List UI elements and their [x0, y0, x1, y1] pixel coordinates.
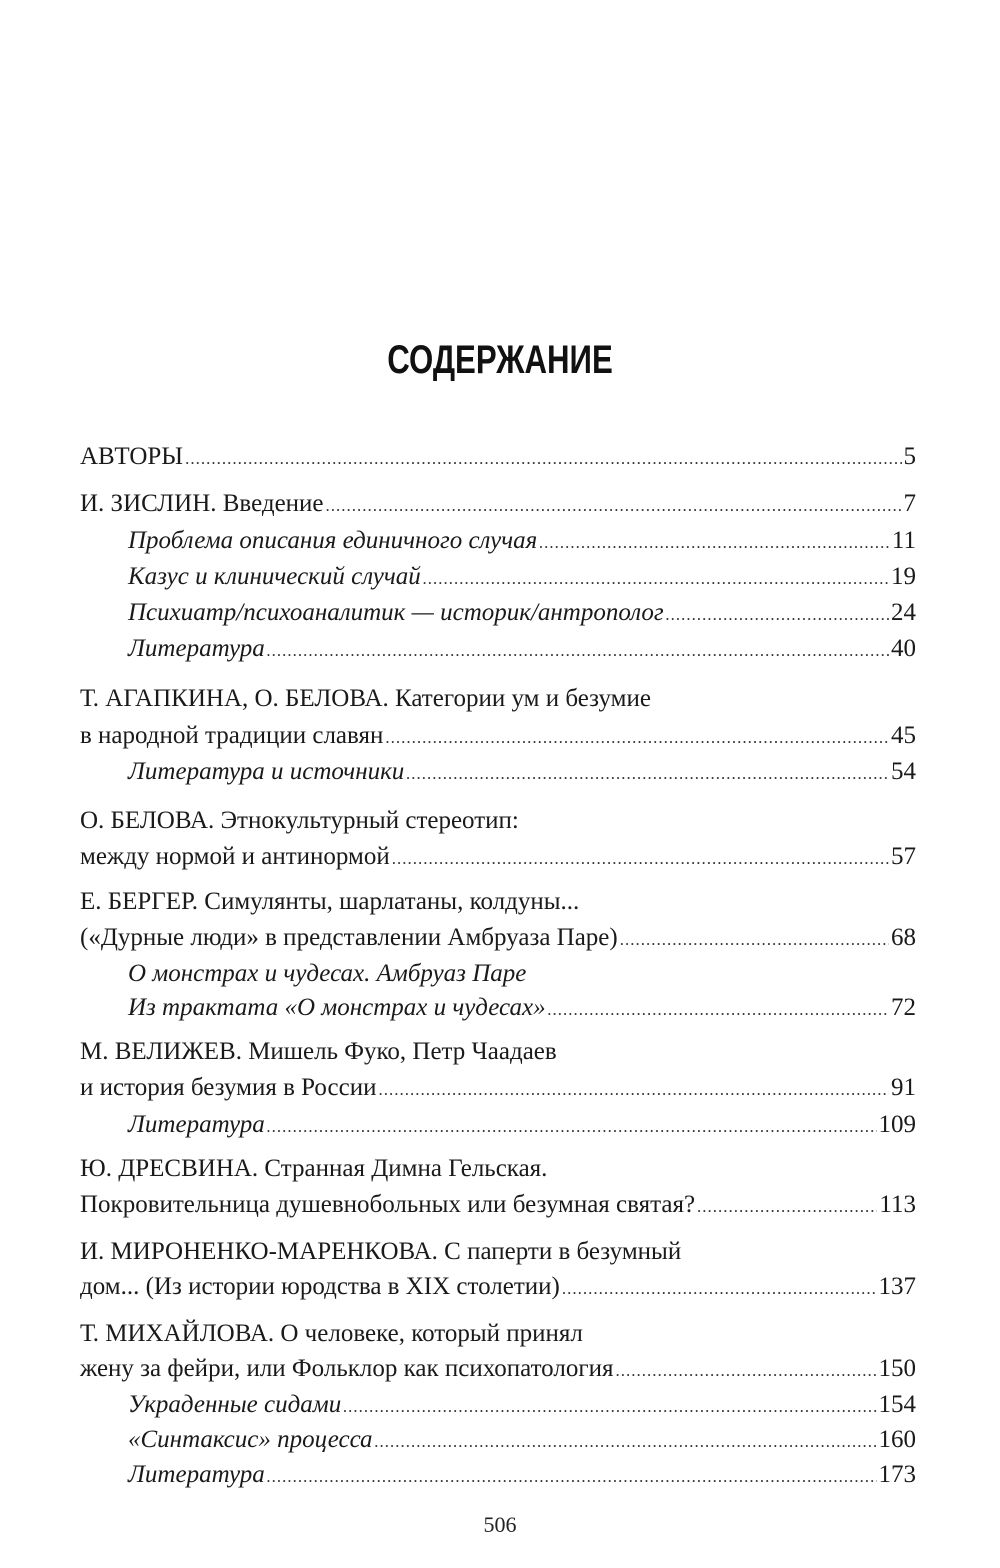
toc-entry-text: в народной традиции славян — [80, 722, 384, 749]
toc-entry-text: Литература — [128, 1111, 265, 1138]
toc-entry-text: Литература — [128, 635, 265, 662]
toc-page-number: 137 — [878, 1273, 916, 1300]
toc-entry[interactable] — [80, 685, 916, 717]
toc-entry-text: Из трактата «О монстрах и чудесах» — [128, 994, 546, 1021]
toc-page-number: 19 — [891, 563, 916, 590]
leader-dots — [539, 533, 890, 553]
toc-entry-text: М. ВЕЛИЖЕВ. Мишель Фуко, Петр Чаадаев — [80, 1038, 557, 1065]
toc-subentry[interactable] — [128, 960, 916, 992]
leader-dots — [562, 1279, 877, 1299]
toc-entry-text: О монстрах и чудесах. Амбруаз Паре — [128, 960, 527, 987]
toc-subentry[interactable] — [128, 1111, 916, 1143]
toc-entry-text: и история безумия в России — [80, 1074, 377, 1101]
toc-subentry[interactable] — [128, 1391, 916, 1423]
toc-entry-text: О. БЕЛОВА. Этнокультурный стереотип: — [80, 807, 519, 834]
page-title: СОДЕРЖАНИЕ — [387, 338, 613, 382]
leader-dots — [620, 930, 889, 950]
toc-subentry[interactable] — [128, 635, 916, 667]
toc-entry-text: Т. АГАПКИНА, О. БЕЛОВА. Категории ум и безумие — [80, 685, 651, 712]
leader-dots — [666, 605, 889, 625]
leader-dots — [267, 1117, 877, 1137]
toc-entry[interactable] — [80, 1038, 916, 1070]
toc-entry-text: («Дурные люди» в представлении Амбруаза Паре) — [80, 924, 618, 951]
toc-entry-text: «Синтаксис» процесса — [128, 1426, 373, 1453]
leader-dots — [267, 641, 889, 661]
toc-page-number: 154 — [878, 1391, 916, 1418]
toc-entry[interactable] — [80, 1074, 916, 1106]
toc-entry[interactable] — [80, 1355, 916, 1387]
toc-entry[interactable] — [80, 722, 916, 754]
toc-entry-text: Ю. ДРЕСВИНА. Странная Димна Гельская. — [80, 1155, 548, 1182]
toc-entry[interactable] — [80, 807, 916, 839]
leader-dots — [615, 1361, 876, 1381]
toc-entry[interactable] — [80, 1273, 916, 1305]
page-number: 506 — [483, 1512, 517, 1537]
leader-dots — [406, 764, 889, 784]
leader-dots — [343, 1397, 876, 1417]
leader-dots — [379, 1080, 890, 1100]
toc-subentry[interactable] — [128, 994, 916, 1026]
leader-dots — [326, 496, 902, 516]
toc-page-number: 150 — [878, 1355, 916, 1382]
toc-entry[interactable] — [80, 443, 916, 475]
toc-entry-text: И. МИРОНЕНКО-МАРЕНКОВА. С паперти в безумный — [80, 1238, 682, 1265]
toc-entry[interactable] — [80, 1155, 916, 1187]
toc-subentry[interactable] — [128, 1461, 916, 1493]
toc-page-number: 173 — [878, 1461, 916, 1488]
toc-subentry[interactable] — [128, 527, 916, 559]
toc-page-number: 72 — [891, 994, 916, 1021]
toc-page-number: 45 — [891, 722, 916, 749]
leader-dots — [548, 1000, 889, 1020]
toc-subentry[interactable] — [128, 563, 916, 595]
leader-dots — [385, 728, 889, 748]
toc-page-number: 160 — [878, 1426, 916, 1453]
toc-entry[interactable] — [80, 1191, 916, 1223]
leader-dots — [697, 1197, 877, 1217]
toc-entry[interactable] — [80, 490, 916, 522]
toc-entry[interactable] — [80, 1238, 916, 1270]
toc-page-number: 109 — [878, 1111, 916, 1138]
leader-dots — [375, 1432, 877, 1452]
toc-page-number: 68 — [891, 924, 916, 951]
toc-page-number: 40 — [891, 635, 916, 662]
toc-entry-text: Казус и клинический случай — [128, 563, 421, 590]
leader-dots — [423, 569, 889, 589]
leader-dots — [392, 849, 889, 869]
toc-page-number: 24 — [891, 599, 916, 626]
toc-entry-text: Украденные сидами — [128, 1391, 342, 1418]
toc-entry-text: Е. БЕРГЕР. Симулянты, шарлатаны, колдуны... — [80, 888, 580, 915]
toc-entry-text: Т. МИХАЙЛОВА. О человеке, который принял — [80, 1320, 583, 1347]
toc-subentry[interactable] — [128, 599, 916, 631]
toc-page-number: 5 — [903, 443, 916, 470]
toc-entry-text: Литература — [128, 1461, 265, 1488]
toc-entry-text: АВТОРЫ — [80, 443, 184, 470]
leader-dots — [185, 449, 901, 469]
toc-entry-text: между нормой и антинормой — [80, 843, 390, 870]
toc-page-number: 54 — [891, 758, 916, 785]
toc-entry-text: дом... (Из истории юродства в XIX столетии) — [80, 1273, 560, 1300]
toc-entry-text: жену за фейри, или Фольклор как психопатология — [80, 1355, 614, 1382]
toc-subentry[interactable] — [128, 1426, 916, 1458]
toc-page-number: 7 — [903, 490, 916, 517]
toc-entry-text: Покровительница душевнобольных или безумная святая? — [80, 1191, 696, 1218]
toc-entry[interactable] — [80, 924, 916, 956]
toc-entry-text: Литература и источники — [128, 758, 405, 785]
leader-dots — [267, 1467, 877, 1487]
toc-entry[interactable] — [80, 1320, 916, 1352]
toc-page-number: 11 — [891, 527, 916, 554]
toc-page-number: 57 — [891, 843, 916, 870]
toc-entry-text: Психиатр/психоаналитик — историк/антрополог — [128, 599, 664, 626]
toc-entry[interactable] — [80, 843, 916, 875]
toc-entry-text: Проблема описания единичного случая — [128, 527, 538, 554]
toc-subentry[interactable] — [128, 758, 916, 790]
toc-entry[interactable] — [80, 888, 916, 920]
toc-page-number: 113 — [879, 1191, 916, 1218]
toc-entry-text: И. ЗИСЛИН. Введение — [80, 490, 324, 517]
toc-page-number: 91 — [891, 1074, 916, 1101]
